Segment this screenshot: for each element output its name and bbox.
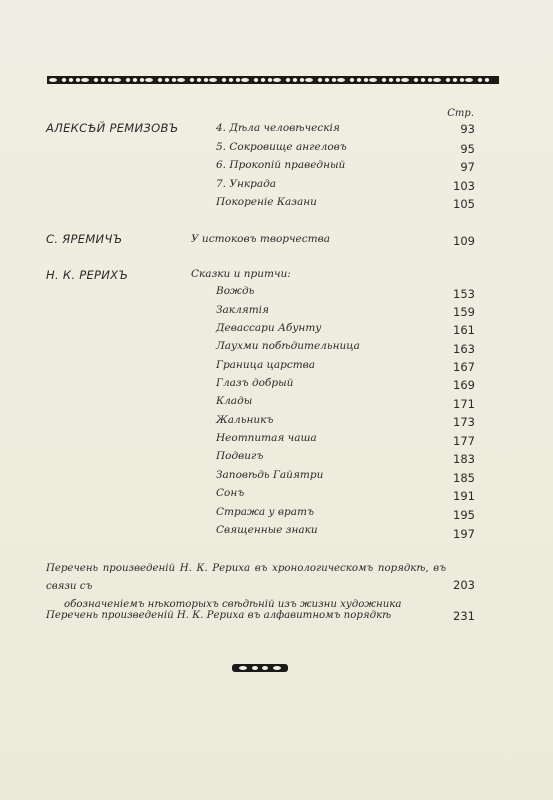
toc-entry-page: 177 [453,434,475,448]
toc-entry-title: Неотпитая чаша [216,432,317,444]
toc-entry-title: Подвигъ [216,450,264,462]
toc-entry-page: 95 [460,142,475,156]
toc-entry-page: 197 [453,527,475,541]
toc-entry-title: 6. Прокопій праведный [216,159,346,171]
toc-entry-page: 97 [460,160,475,174]
toc-entry-title: Лаухми побѣдительница [216,340,360,352]
toc-entry-page: 191 [453,489,475,503]
note-page: 231 [453,609,475,623]
toc-entry-title: Заклятія [216,304,269,316]
note-line: Перечень произведеній Н. К. Рериха въ хронологическомъ порядкѣ, въ связи съ [46,563,446,592]
toc-entry-page: 195 [453,508,475,522]
toc-entry-page: 173 [453,415,475,429]
note-chronological [46,560,446,614]
toc-entry-title: Заповѣдь Гайятри [216,469,324,481]
page-column-label: Стр. [447,108,474,119]
toc-entry-title: 5. Сокровище ангеловъ [216,141,347,153]
note-page: 203 [453,578,475,592]
toc-subtitle: Сказки и притчи: [191,268,291,280]
toc-entry-page: 185 [453,471,475,485]
toc-entry-title: Стража у вратъ [216,506,314,518]
toc-entry-page: 171 [453,397,475,411]
top-ornament-border [47,73,499,87]
toc-entry-page: 183 [453,452,475,466]
toc-entry-title: У истоковъ творчества [191,233,330,245]
note-line: обозначеніемъ нѣкоторыхъ свѣдѣній изъ жизни художника [64,599,402,610]
toc-entry-title: Глазъ добрый [216,377,294,389]
toc-entry-page: 109 [453,234,475,248]
author-yaremich: С. ЯРЕМИЧЪ [46,232,123,246]
toc-entry-page: 153 [453,287,475,301]
author-remizov: АЛЕКСѢЙ РЕМИЗОВЪ [46,121,179,135]
toc-entry-page: 167 [453,360,475,374]
toc-entry-title: Священные знаки [216,524,318,536]
toc-entry-title: Вождь [216,285,255,297]
toc-entry-title: Граница царства [216,359,316,371]
toc-entry-page: 163 [453,342,475,356]
toc-entry-title: 7. Ункрада [216,178,277,190]
toc-entry-page: 103 [453,179,475,193]
note-alphabetical [46,607,446,625]
note-line: Перечень произведеній Н. К. Рериха въ алфавитномъ порядкѣ [46,610,392,621]
toc-entry-title: Сонъ [216,487,245,499]
toc-entry-page: 161 [453,323,475,337]
toc-entry-title: Жальникъ [216,414,274,426]
toc-entry-title: Покореніе Казани [216,196,317,208]
toc-entry-title: 4. Дѣла человѣческія [216,122,340,134]
toc-entry-page: 169 [453,378,475,392]
toc-entry-title: Девассари Абунту [216,322,322,334]
toc-entry-page: 93 [460,122,475,136]
toc-entry-page: 105 [453,197,475,211]
toc-entry-title: Клады [216,395,253,407]
author-roerich: Н. К. РЕРИХЪ [46,268,129,282]
bottom-ornament [232,661,288,675]
toc-entry-page: 159 [453,305,475,319]
